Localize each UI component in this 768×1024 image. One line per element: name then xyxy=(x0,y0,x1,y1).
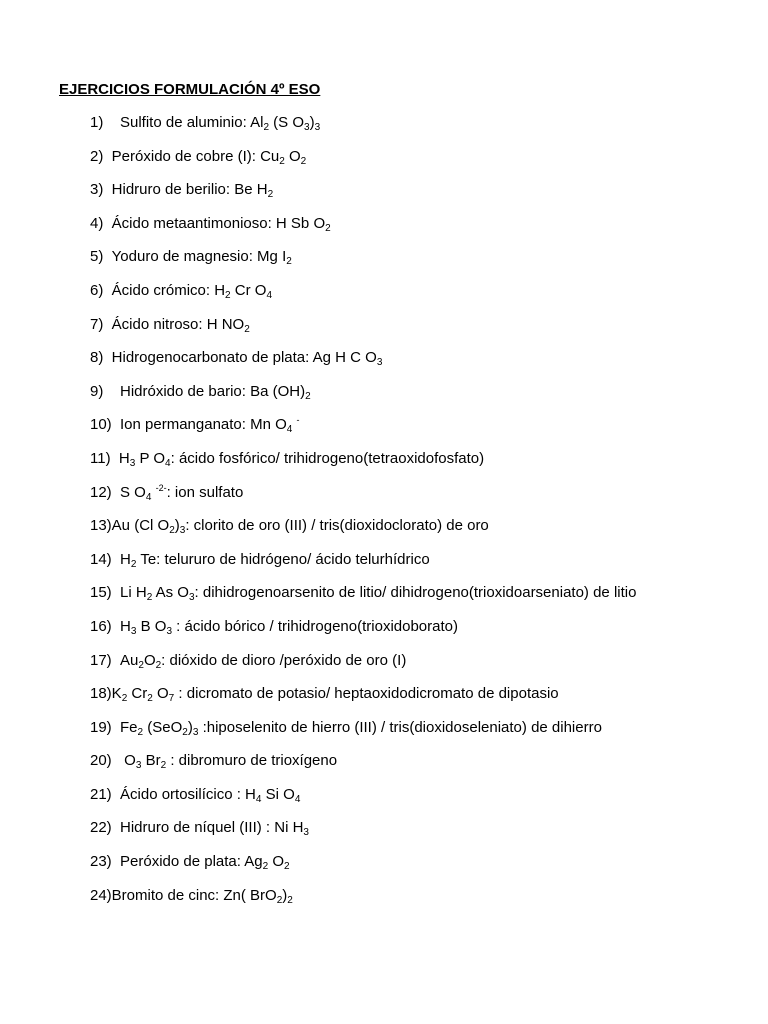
exercise-item: 16) $H_3$ B $O_3$ : ácido bórico / trihidrogeno(trioxidoborato) xyxy=(90,617,458,637)
exercise-item: 15) Li $H_2$ As $O_3$: dihidrogenoarsenito de litio/ dihidrogeno(trioxidoarseniato) de litio xyxy=(90,584,637,604)
exercise-item: 9) Hidróxido de bario: Ba $(OH)_2$ xyxy=(90,382,311,402)
exercise-item: 19) $Fe_2$ $(SeO_2)_3$ :hiposelenito de hierro (III) / tris(dioxidoseleniato) de dihierro xyxy=(90,718,602,738)
exercise-item: 1) Sulfito de aluminio: $Al_2$ (S $O_3)_3$ xyxy=(90,114,321,133)
exercise-item: 11) $H_3$ P $O_4$: ácido fosfórico/ trihidrogeno(tetraoxidofosfato) xyxy=(90,449,485,469)
exercise-item: 23) Peróxido de plata: $Ag_2$ $O_2$ xyxy=(90,853,290,873)
exercise-item: 12) S $O_4$ $^{-2-}$: ion sulfato xyxy=(90,482,244,503)
exercise-item: 10) Ion permanganato: Mn $O_4$ - xyxy=(90,415,300,436)
exercise-item: 22) Hidruro de níquel (III) : Ni $H_3$ xyxy=(90,819,309,839)
exercise-list xyxy=(90,113,636,919)
exercise-item: 17) $Au_2O_2$: dióxido de dioro /peróxido de oro (I) xyxy=(90,651,407,671)
exercise-item: 20) $O_3$ $Br_2$ : dibromuro de trioxígeno xyxy=(90,752,338,772)
exercise-item: 21) Ácido ortosilícico : $H_4$ Si $O_4$ xyxy=(90,785,301,805)
document-title: EJERCICIOS FORMULACIÓN 4º ESO xyxy=(59,81,321,98)
exercise-item: 24)Bromito de cinc: Zn( $BrO_2)_2$ xyxy=(90,886,293,906)
exercise-item: 5) Yoduro de magnesio: Mg $I_2$ xyxy=(90,248,292,268)
exercise-item: 3) Hidruro de berilio: Be $H_2$ xyxy=(90,181,274,201)
exercise-item: 2) Peróxido de cobre (I): $Cu_2$ $O_2$ xyxy=(90,147,307,167)
exercise-item: 14) $H_2$ Te: telururo de hidrógeno/ ácido telurhídrico xyxy=(90,550,430,570)
exercise-item: 4) Ácido metaantimonioso: H Sb $O_2$ xyxy=(90,214,331,234)
exercise-item: 8) Hidrogenocarbonato de plata: Ag H C $O_3$ xyxy=(90,349,383,369)
exercise-item: 7) Ácido nitroso: H $NO_2$ xyxy=(90,315,250,335)
exercise-item: $18)K_2$ $Cr_2$ $O_7$ : dicromato de potasio/ heptaoxidodicromato de dipotasio xyxy=(90,685,559,705)
exercise-item: 13)Au (Cl $O_2)_3$: clorito de oro (III) / tris(dioxidoclorato) de oro xyxy=(90,517,489,537)
exercise-item: 6) Ácido crómico: $H_2$ Cr $O_4$ xyxy=(90,281,273,301)
